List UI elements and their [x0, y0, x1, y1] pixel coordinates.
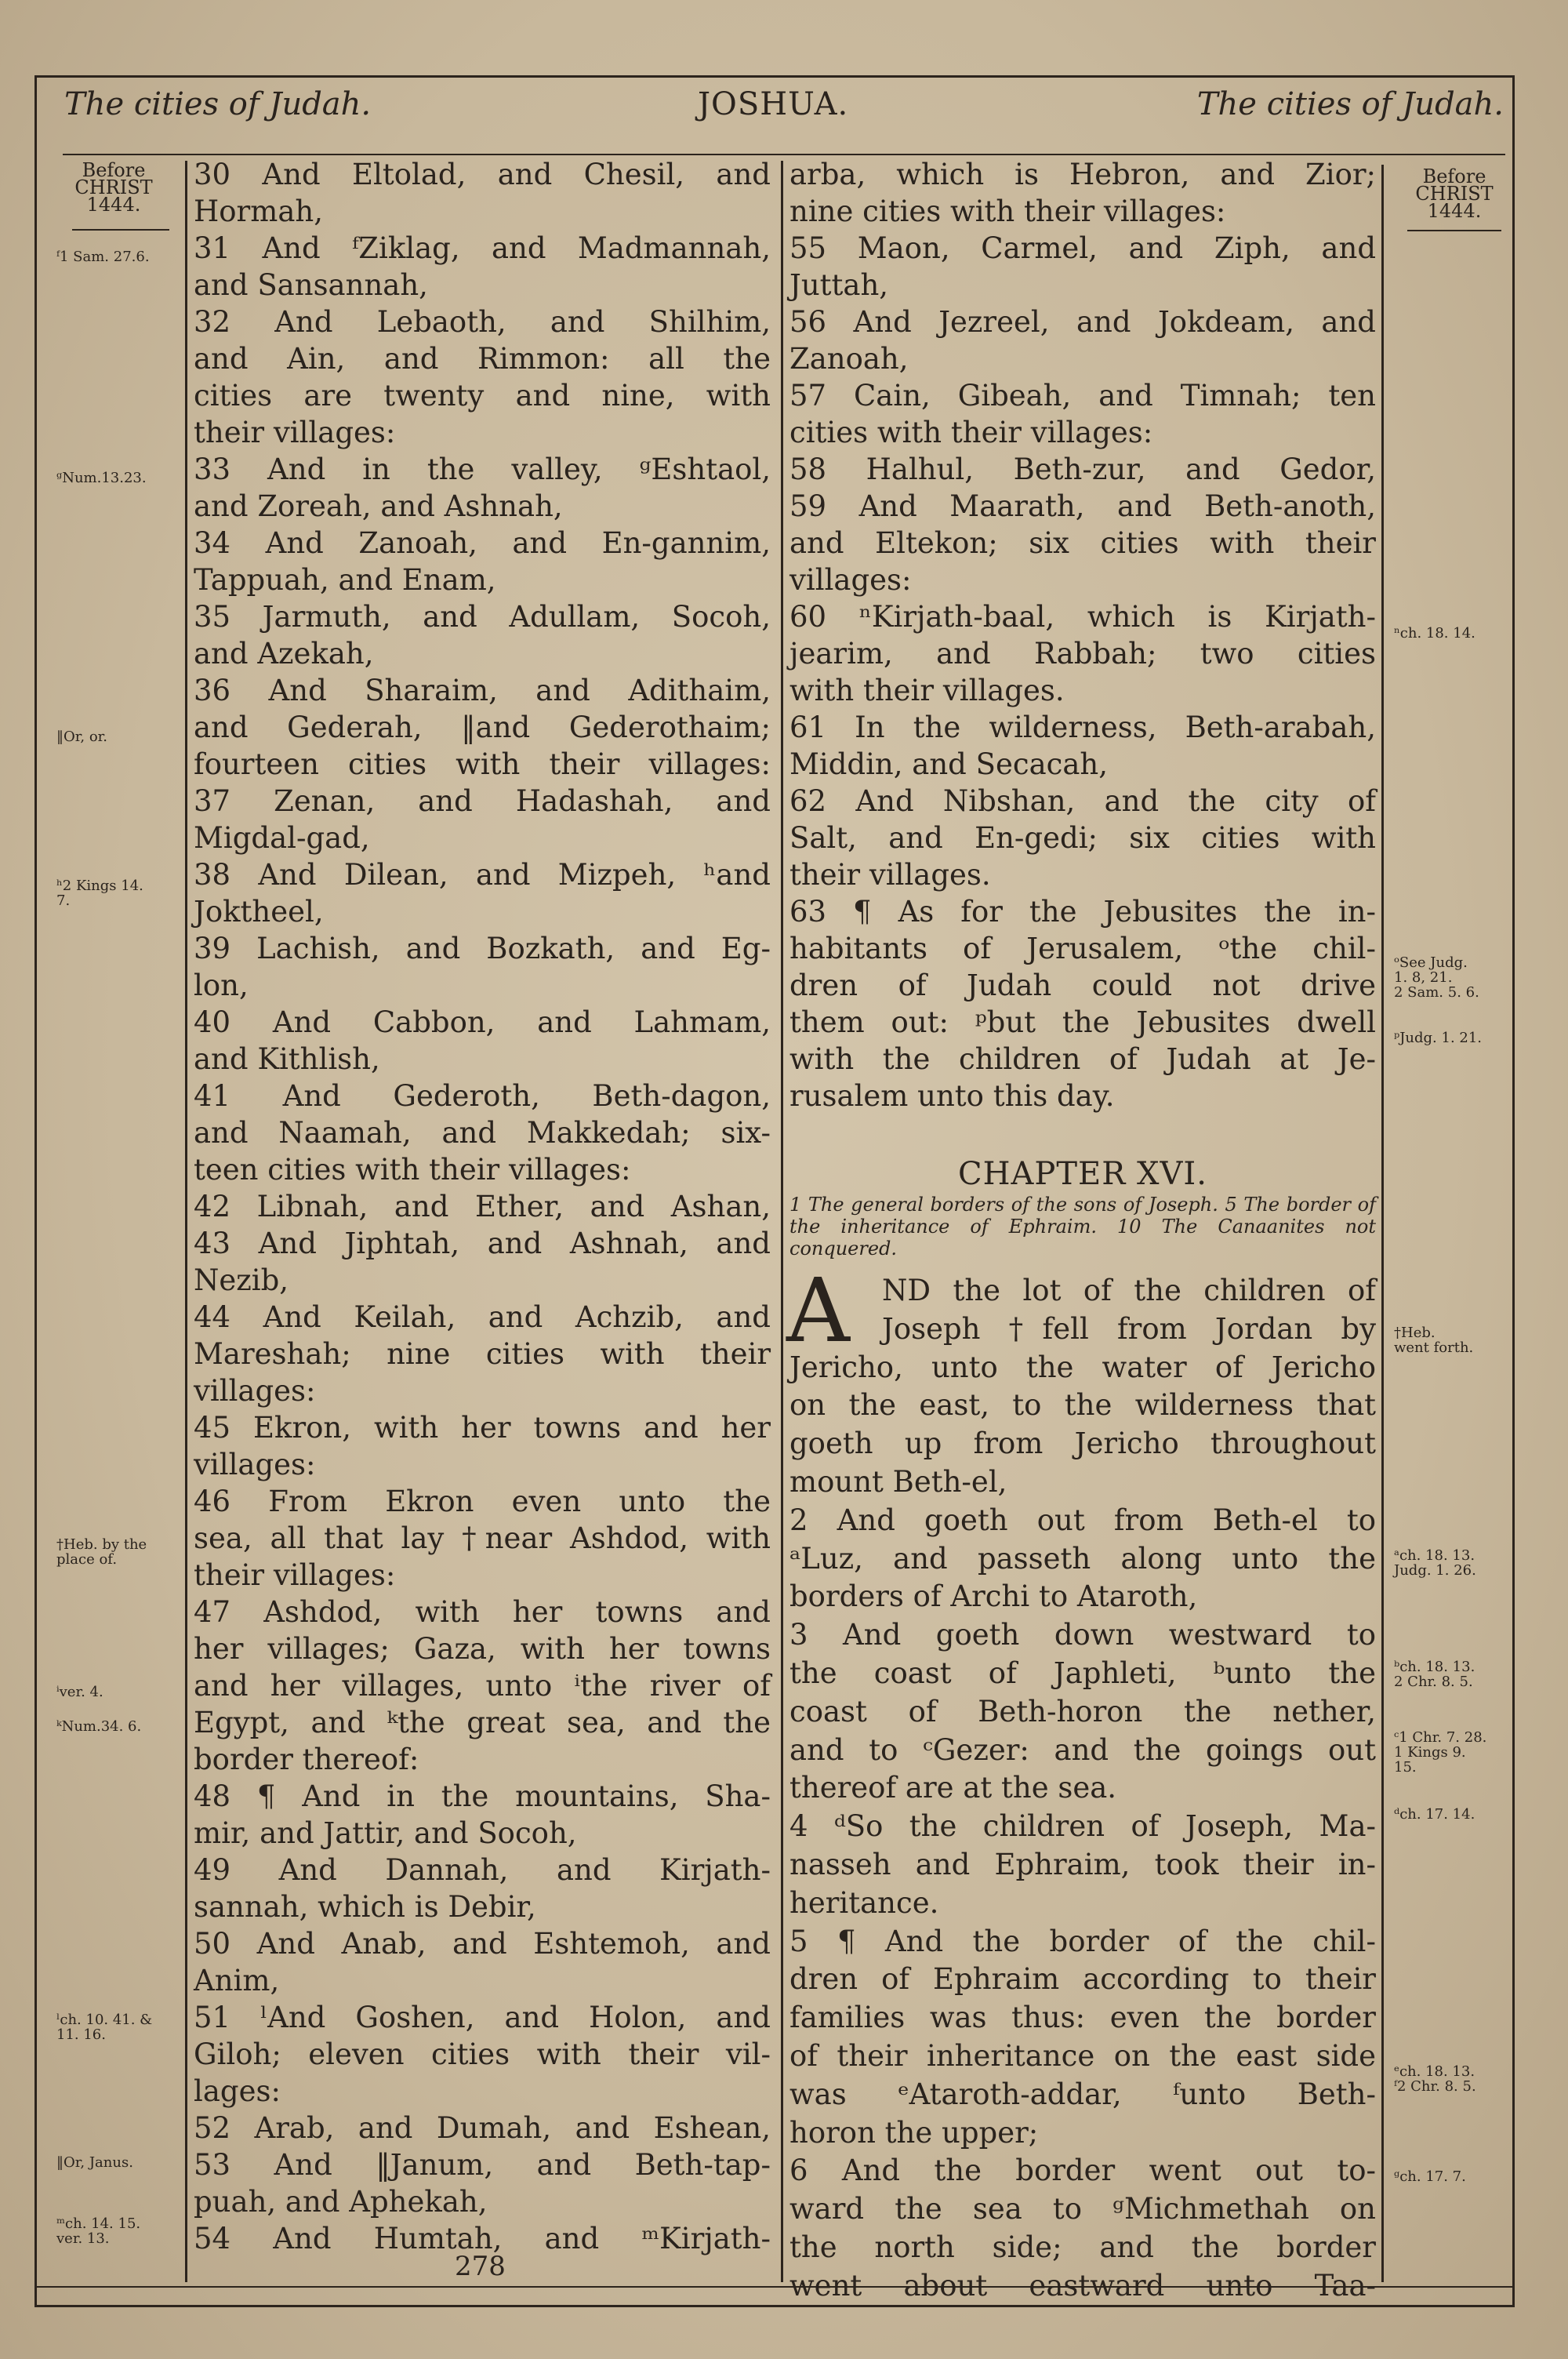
text-line: 35 Jarmuth, and Adullam, Socoh, [194, 600, 771, 634]
text-line: fourteen cities with their villages: [194, 747, 771, 781]
text-line: and Ain, and Rimmon: all the [194, 342, 771, 376]
text-line: and Eltekon; six cities with their [789, 526, 1376, 560]
text-line: 53 And ‖Janum, and Beth-tap- [194, 2148, 771, 2182]
text-line: sannah, which is Debir, [194, 1890, 536, 1924]
text-line: ND the lot of the children of [882, 1274, 1376, 1307]
text-line: and Naamah, and Makkedah; six- [194, 1116, 771, 1150]
cross-reference-note: ᵃch. 18. 13. Judg. 1. 26. [1394, 1547, 1476, 1579]
text-line: 63 ¶ As for the Jebusites the in- [789, 895, 1376, 929]
text-line: and Azekah, [194, 637, 374, 671]
text-line: Giloh; eleven cities with their vil- [194, 2037, 771, 2071]
text-line: 50 And Anab, and Eshtemoh, and [194, 1927, 771, 1961]
text-line: them out: ᵖbut the Jebusites dwell [789, 1005, 1376, 1039]
cross-reference-note: ᶠ1 Sam. 27.6. [56, 249, 150, 265]
text-line: Tappuah, and Enam, [194, 563, 496, 597]
text-line: 44 And Keilah, and Achzib, and [194, 1300, 771, 1334]
text-line: Mareshah; nine cities with their [194, 1337, 771, 1371]
text-line: 51 ˡAnd Goshen, and Holon, and [194, 2001, 771, 2034]
text-line: the coast of Japhleti, ᵇunto the [789, 1656, 1376, 1690]
text-line: 6 And the border went out to- [789, 2154, 1376, 2188]
cross-reference-note: ᵐch. 14. 15. ver. 13. [56, 2215, 141, 2247]
cross-reference-note: ᵉch. 18. 13. ᶠ2 Chr. 8. 5. [1394, 2063, 1476, 2095]
date-year: 1444. [1427, 200, 1482, 222]
text-line: habitants of Jerusalem, ᵒthe chil- [789, 932, 1376, 965]
text-line: and her villages, unto ⁱthe river of [194, 1669, 771, 1703]
text-line: was ᵉAtaroth-addar, ᶠunto Beth- [789, 2077, 1376, 2111]
text-line: 48 ¶ And in the mountains, Sha- [194, 1779, 771, 1813]
cross-reference-note: †Heb. went forth. [1394, 1325, 1474, 1356]
text-line: villages: [789, 563, 912, 597]
text-line: and Zoreah, and Ashnah, [194, 489, 563, 523]
text-line: borders of Archi to Ataroth, [789, 1579, 1198, 1614]
date-year: 1444. [86, 194, 141, 216]
text-line: Middin, and Secacah, [789, 747, 1109, 781]
text-line: horon the upper; [789, 2115, 1039, 2150]
text-line: went about eastward unto Taa- [789, 2268, 1376, 2303]
text-line: on the east, to the wilderness that [789, 1388, 1376, 1423]
cross-reference-note: †Heb. by the place of. [56, 1536, 147, 1568]
text-line: 42 Libnah, and Ether, and Ashan, [194, 1190, 771, 1223]
drop-cap: A [786, 1260, 850, 1362]
chapter-text [789, 1272, 1376, 2306]
text-line: Juttah, [789, 268, 889, 302]
text-line: the north side; and the border [789, 2230, 1376, 2264]
text-line: dren of Judah could not drive [789, 969, 1376, 1002]
text-line: 3 And goeth down westward to [789, 1618, 1376, 1652]
text-line: mir, and Jattir, and Socoh, [194, 1816, 577, 1850]
right-text-column [789, 156, 1376, 1114]
text-line: their villages: [194, 416, 396, 449]
text-line: Migdal-gad, [194, 821, 370, 855]
cross-reference-note: ᵍNum.13.23. [56, 470, 147, 486]
text-line: and Gederah, ‖and Gederothaim; [194, 711, 771, 744]
left-text-column [194, 156, 771, 2257]
date-label: Before [82, 159, 146, 181]
text-line: arba, which is Hebron, and Zior; [789, 158, 1376, 191]
text-line: 32 And Lebaoth, and Shilhim, [194, 305, 771, 339]
text-line: and to ᶜGezer: and the goings out [789, 1732, 1376, 1767]
cross-reference-note: ‖Or, Janus. [56, 2154, 133, 2171]
text-line: ward the sea to ᵍMichmethah on [789, 2192, 1376, 2226]
text-line: rusalem unto this day. [789, 1079, 1115, 1113]
text-line: teen cities with their villages: [194, 1153, 631, 1187]
cross-reference-note: ‖Or, or. [56, 729, 108, 745]
text-line: jearim, and Rabbah; two cities [789, 637, 1376, 671]
text-line: ᵃLuz, and passeth along unto the [789, 1541, 1376, 1576]
cross-reference-note: ᵍch. 17. 7. [1394, 2168, 1466, 2185]
cross-reference-note: ᶜ1 Chr. 7. 28. 1 Kings 9. 15. [1394, 1729, 1487, 1776]
text-line: villages: [194, 1448, 316, 1481]
text-line: 56 And Jezreel, and Jokdeam, and [789, 305, 1376, 339]
text-line: families was thus: even the border [789, 2001, 1376, 2035]
text-line: 62 And Nibshan, and the city of [789, 784, 1376, 818]
text-line: Egypt, and ᵏthe great sea, and the [194, 1706, 771, 1739]
cross-reference-note: ʰ2 Kings 14. 7. [56, 878, 143, 909]
text-line: 40 And Cabbon, and Lahmam, [194, 1005, 771, 1039]
text-line: cities with their villages: [789, 416, 1153, 449]
cross-reference-note: ᵒSee Judg. 1. 8, 21. 2 Sam. 5. 6. [1394, 954, 1479, 1001]
text-line: border thereof: [194, 1743, 419, 1776]
column-divider [781, 161, 783, 2282]
text-line: Salt, and En-gedi; six cities with [789, 821, 1376, 855]
text-line: 57 Cain, Gibeah, and Timnah; ten [789, 379, 1376, 413]
date-note-right [1388, 165, 1521, 222]
header-rule [63, 154, 1505, 155]
text-line: 54 And Humtah, and ᵐKirjath- [194, 2222, 771, 2255]
text-line: Joktheel, [194, 895, 324, 929]
text-line: 47 Ashdod, with her towns and [194, 1595, 771, 1629]
text-line: 59 And Maarath, and Beth-anoth, [789, 489, 1376, 523]
text-line: 49 And Dannah, and Kirjath- [194, 1853, 771, 1887]
text-line: coast of Beth-horon the nether, [789, 1694, 1376, 1728]
date-note-left [47, 159, 180, 216]
date-label: CHRIST [1415, 183, 1494, 205]
text-line: Zanoah, [789, 342, 909, 376]
text-line: 31 And ᶠZiklag, and Madmannah, [194, 231, 771, 265]
text-line: sea, all that lay †near Ashdod, with [194, 1521, 771, 1555]
text-line: 5 ¶ And the border of the chil- [789, 1924, 1376, 1958]
chapter-summary: 1 The general borders of the sons of Joseph. 5 The border of the inheritance of Ephraim. 10 The Canaanites not conquered. [789, 1194, 1376, 1259]
text-line: heritance. [789, 1885, 939, 1920]
text-line: 55 Maon, Carmel, and Ziph, and [789, 231, 1376, 265]
text-line: Jericho, unto the water of Jericho [789, 1350, 1376, 1384]
text-line: 38 And Dilean, and Mizpeh, ʰand [194, 858, 771, 892]
text-line: cities are twenty and nine, with [194, 379, 771, 413]
text-line: dren of Ephraim according to their [789, 1962, 1376, 1997]
text-line: puah, and Aphekah, [194, 2185, 488, 2219]
cross-reference-note: ᵏNum.34. 6. [56, 1718, 142, 1735]
text-line: mount Beth-el, [789, 1464, 1007, 1499]
text-line: lages: [194, 2074, 281, 2108]
text-line: thereof are at the sea. [789, 1771, 1117, 1805]
text-line: 58 Halhul, Beth-zur, and Gedor, [789, 453, 1376, 486]
date-label: CHRIST [74, 176, 153, 198]
text-line: their villages. [789, 858, 991, 892]
text-line: 30 And Eltolad, and Chesil, and [194, 158, 771, 191]
text-line: Nezib, [194, 1263, 289, 1297]
cross-reference-note: ᵖJudg. 1. 21. [1394, 1030, 1483, 1046]
text-line: 36 And Sharaim, and Adithaim, [194, 674, 771, 707]
cross-reference-note: ˡch. 10. 41. & 11. 16. [56, 2012, 153, 2043]
text-line: and Sansannah, [194, 268, 428, 302]
text-line: Joseph †fell from Jordan by [882, 1311, 1376, 1346]
text-line: 4 ᵈSo the children of Joseph, Ma- [789, 1809, 1376, 1844]
cross-reference-note: ⁱver. 4. [56, 1684, 103, 1700]
text-line: 37 Zenan, and Hadashah, and [194, 784, 771, 818]
cross-reference-note: ⁿch. 18. 14. [1394, 625, 1475, 642]
left-margin-divider [185, 161, 187, 2282]
text-line: goeth up from Jericho throughout [789, 1427, 1376, 1461]
book-title: JOSHUA. [698, 86, 849, 122]
cross-reference-note: ᵈch. 17. 14. [1394, 1806, 1475, 1823]
text-line: 34 And Zanoah, and En-gannim, [194, 526, 771, 560]
text-line: 33 And in the valley, ᵍEshtaol, [194, 453, 771, 486]
text-line: 60 ⁿKirjath-baal, which is Kirjath- [789, 600, 1376, 634]
running-head-left: The cities of Judah. [64, 86, 372, 122]
text-line: of their inheritance on the east side [789, 2038, 1376, 2073]
text-line: with their villages. [789, 674, 1065, 707]
date-rule-right [1407, 230, 1501, 231]
cross-reference-note: ᵇch. 18. 13. 2 Chr. 8. 5. [1394, 1659, 1475, 1690]
text-line: nasseh and Ephraim, took their in- [789, 1847, 1376, 1881]
text-line: lon, [194, 969, 249, 1002]
text-line: and Kithlish, [194, 1042, 380, 1076]
text-line: 52 Arab, and Dumah, and Eshean, [194, 2111, 771, 2145]
text-line: 39 Lachish, and Bozkath, and Eg- [194, 932, 771, 965]
text-line: 45 Ekron, with her towns and her [194, 1411, 771, 1445]
chapter-heading: CHAPTER XVI. [958, 1156, 1207, 1192]
text-line: 41 And Gederoth, Beth-dagon, [194, 1079, 771, 1113]
text-line: Anim, [194, 1964, 280, 1997]
page-number: 278 [455, 2251, 506, 2282]
right-margin-divider [1381, 165, 1384, 2282]
text-line: with the children of Judah at Je- [789, 1042, 1376, 1076]
text-line: nine cities with their villages: [789, 194, 1226, 228]
text-line: 61 In the wilderness, Beth-arabah, [789, 711, 1376, 744]
text-line: Hormah, [194, 194, 323, 228]
date-label: Before [1422, 165, 1486, 187]
running-head-right: The cities of Judah. [1196, 86, 1504, 122]
text-line: her villages; Gaza, with her towns [194, 1632, 771, 1666]
text-line: 2 And goeth out from Beth-el to [789, 1503, 1376, 1537]
text-line: villages: [194, 1374, 316, 1408]
text-line: their villages: [194, 1558, 396, 1592]
text-line: 43 And Jiphtah, and Ashnah, and [194, 1227, 771, 1260]
text-line: 46 From Ekron even unto the [194, 1485, 771, 1518]
date-rule-left [72, 229, 169, 231]
